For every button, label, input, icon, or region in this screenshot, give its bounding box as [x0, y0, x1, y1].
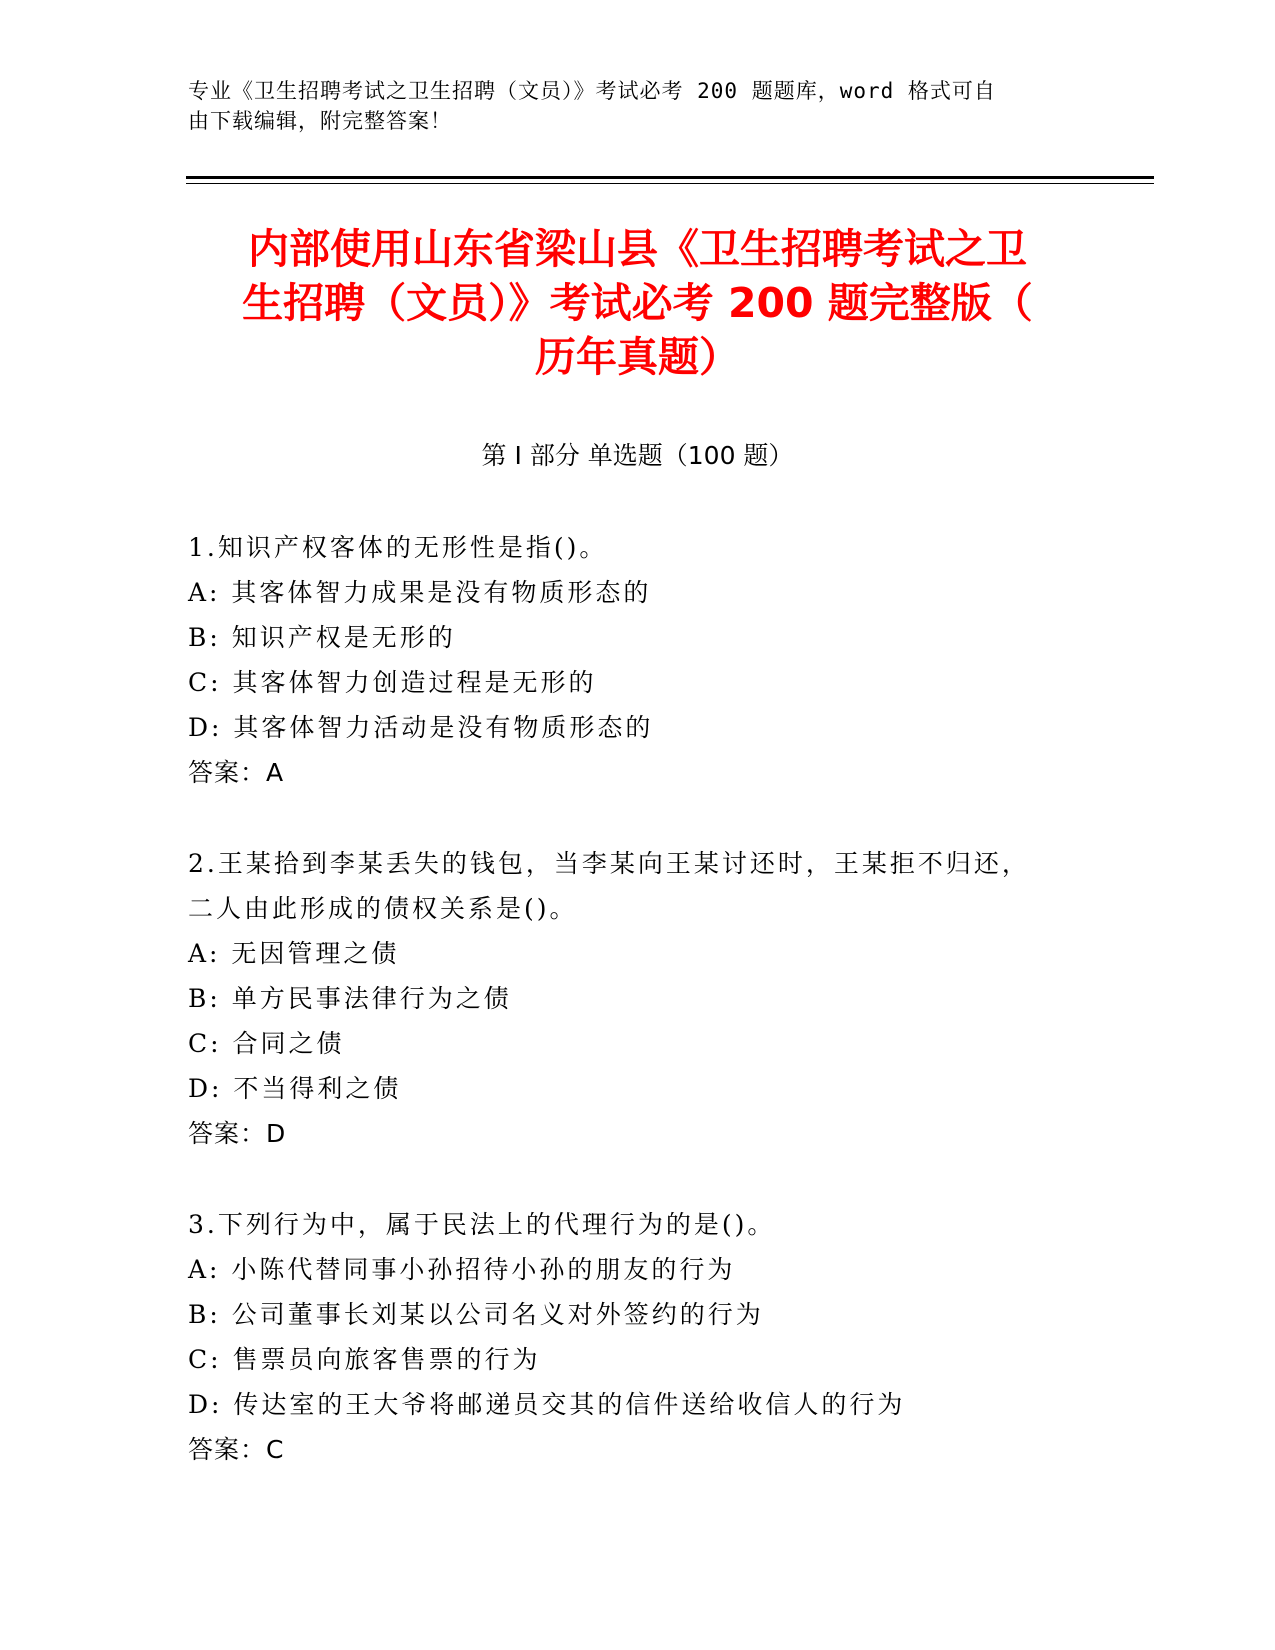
- header-note-line2: 由下载编辑，附完整答案！: [188, 109, 452, 133]
- question-3: [188, 1202, 1088, 1472]
- question-stem: 1.知识产权客体的无形性是指()。: [188, 533, 608, 562]
- option-b: B: 公司董事长刘某以公司名义对外签约的行为: [188, 1300, 764, 1329]
- option-c: C: 其客体智力创造过程是无形的: [188, 668, 597, 697]
- question-stem-continued: 二人由此形成的债权关系是()。: [188, 894, 578, 923]
- document-title: [180, 222, 1095, 384]
- question-stem: 3.下列行为中，属于民法上的代理行为的是()。: [188, 1210, 776, 1239]
- section-heading: 第 I 部分 单选题（100 题）: [481, 441, 794, 470]
- option-d: D: 传达室的王大爷将邮递员交其的信件送给收信人的行为: [188, 1390, 906, 1419]
- option-a: A: 小陈代替同事小孙招待小孙的朋友的行为: [188, 1255, 736, 1284]
- option-b: B: 单方民事法律行为之债: [188, 984, 512, 1013]
- option-c: C: 售票员向旅客售票的行为: [188, 1345, 541, 1374]
- option-a: A: 无因管理之债: [188, 939, 400, 968]
- document-title-line1: 内部使用山东省梁山县《卫生招聘考试之卫: [248, 225, 1027, 273]
- option-a: A: 其客体智力成果是没有物质形态的: [188, 578, 652, 607]
- header-note: [188, 76, 1068, 136]
- header-divider-thick: [186, 176, 1154, 179]
- question-list: [188, 525, 1088, 1518]
- answer-label: 答案：A: [188, 758, 285, 787]
- option-d: D: 不当得利之债: [188, 1074, 402, 1103]
- answer-label: 答案：C: [188, 1435, 285, 1464]
- question-1: [188, 525, 1088, 795]
- answer-label: 答案：D: [188, 1119, 287, 1148]
- document-title-line3: 历年真题）: [535, 333, 740, 381]
- header-divider-thin: [186, 183, 1154, 184]
- question-stem: 2.王某拾到李某丢失的钱包，当李某向王某讨还时，王某拒不归还，: [188, 849, 1030, 878]
- document-title-line2: 生招聘（文员）》考试必考 200 题完整版（: [242, 279, 1033, 327]
- header-note-line1: 专业《卫生招聘考试之卫生招聘（文员）》考试必考 200 题题库，word 格式可自: [188, 79, 996, 103]
- option-c: C: 合同之债: [188, 1029, 345, 1058]
- question-2: [188, 841, 1088, 1156]
- option-d: D: 其客体智力活动是没有物质形态的: [188, 713, 654, 742]
- option-b: B: 知识产权是无形的: [188, 623, 456, 652]
